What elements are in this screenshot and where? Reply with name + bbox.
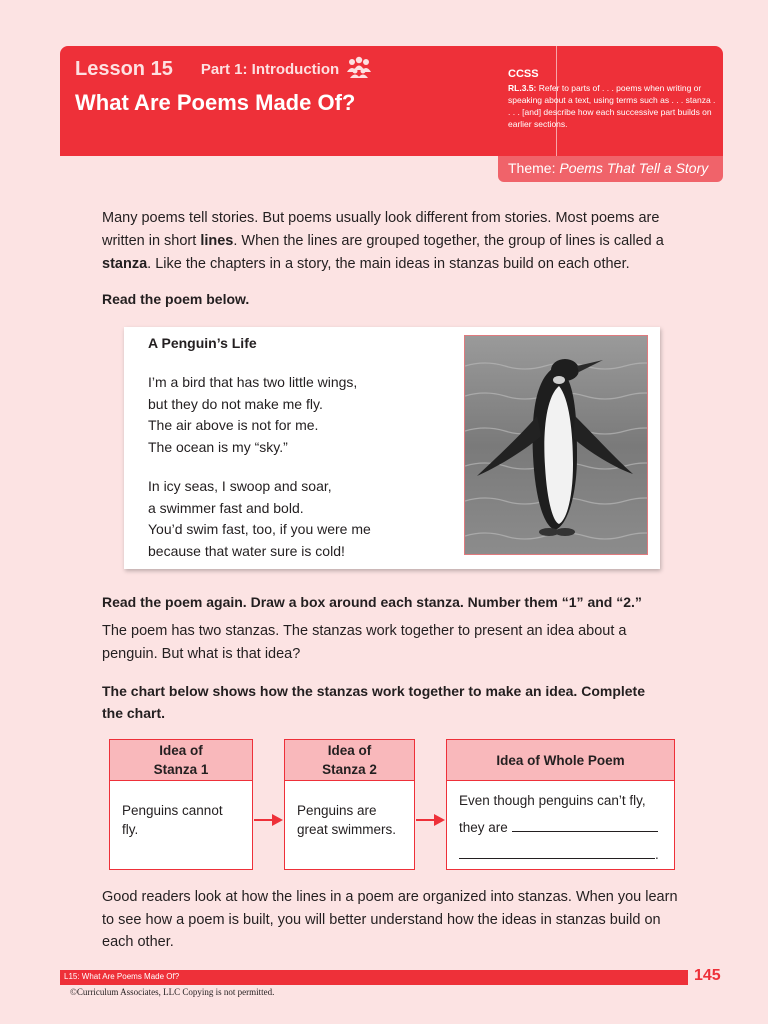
poem-line: In icy seas, I swoop and soar, — [148, 478, 332, 494]
answer-blank[interactable] — [512, 818, 658, 832]
poem-line: because that water sure is cold! — [148, 542, 345, 559]
page-title: What Are Poems Made Of? — [75, 90, 356, 115]
instruction-box-stanzas: Read the poem again. Draw a box around each stanza. Number them “1” and “2.” — [102, 594, 642, 610]
intro-text-1: Many poems tell stories. But poems usually look different from stories. Most poems are written in short — [102, 210, 660, 249]
poem-line: I’m a bird that has two little wings, — [148, 374, 358, 390]
chart-header-line: Stanza 2 — [322, 762, 377, 777]
chart-header-line: Idea of — [327, 743, 372, 758]
arrow-right-icon — [254, 813, 284, 827]
ccss-title: CCSS — [508, 68, 539, 80]
poem-line: The air above is not for me. — [148, 417, 319, 433]
theme-label: Theme: — [508, 160, 560, 176]
poem-line: The ocean is my “sky.” — [148, 438, 288, 455]
poem-line: but they do not make me fly. — [148, 395, 323, 412]
theme-value: Poems That Tell a Story — [559, 160, 709, 176]
ccss-standard — [508, 68, 718, 130]
chart-header-line: Idea of — [159, 743, 203, 758]
intro-text-2: . When the lines are grouped together, the group of lines is called a — [233, 233, 664, 249]
closing-paragraph: Good readers look at how the lines in a poem are organized into stanzas. When you learn to see how a poem is built, you will better understand how the ideas in stanzas build on each other. — [102, 889, 678, 950]
ccss-code: RL.3.5: — [508, 83, 537, 93]
chart-header-line: Stanza 1 — [153, 762, 209, 777]
instruction-complete-chart: The chart below shows how the stanzas work together to make an idea. Complete the chart. — [102, 683, 645, 721]
poem-line: a swimmer fast and bold. — [148, 499, 304, 516]
footer-lesson-ref: L15: What Are Poems Made Of? — [64, 972, 180, 981]
chart-body: Penguins cannot fly. — [122, 803, 223, 837]
stanza-2 — [148, 476, 371, 562]
answer-blank[interactable] — [459, 845, 655, 859]
chart-body: Penguins are great swimmers. — [297, 803, 397, 837]
part-label: Part 1: Introduction — [200, 61, 340, 78]
stanzas-paragraph: The poem has two stanzas. The stanzas work together to present an idea about a penguin. But what is that idea? — [102, 623, 627, 662]
lesson-header — [60, 46, 723, 156]
theme-bar — [498, 156, 723, 182]
poem-title: A Penguin’s Life — [148, 335, 257, 351]
lesson-number: Lesson 15 — [75, 58, 173, 80]
footer-bar — [60, 970, 688, 985]
poem-box — [124, 327, 660, 569]
chart-box-stanza-2 — [284, 739, 415, 870]
chart-box-whole-poem — [446, 739, 675, 870]
chart-header — [285, 740, 414, 781]
poem-line: You’d swim fast, too, if you were me — [148, 521, 371, 537]
ccss-description: Refer to parts of . . . poems when writing or speaking about a text, using terms such as . . . stanza . . . . [and] describe how each successive part builds on earlier sections. — [508, 83, 716, 129]
chart-answer-line-1: Even though penguins can’t fly, — [459, 793, 646, 808]
chart-answer-prompt: they are — [459, 820, 512, 835]
chart-answer-line-2 — [459, 814, 662, 841]
copyright: ©Curriculum Associates, LLC Copying is not permitted. — [70, 987, 275, 997]
penguin-photo — [464, 335, 648, 555]
term-lines: lines — [200, 233, 234, 249]
lesson-row — [75, 56, 373, 83]
chart-body — [447, 781, 674, 874]
stanza-1 — [148, 372, 357, 458]
chart-header: Idea of Whole Poem — [447, 740, 674, 781]
intro-paragraph — [102, 207, 702, 276]
chart-answer-line-3 — [459, 841, 662, 868]
group-icon — [345, 56, 373, 83]
ccss-text — [508, 82, 718, 130]
chart-box-stanza-1 — [109, 739, 253, 870]
chart-answer-end: . — [655, 847, 659, 862]
instruction-read-poem: Read the poem below. — [102, 291, 250, 307]
chart-header — [110, 740, 252, 781]
page-number: 145 — [694, 967, 721, 984]
intro-text-3: . Like the chapters in a story, the main ideas in stanzas build on each other. — [147, 256, 630, 272]
arrow-right-icon — [416, 813, 446, 827]
term-stanza: stanza — [102, 256, 148, 272]
